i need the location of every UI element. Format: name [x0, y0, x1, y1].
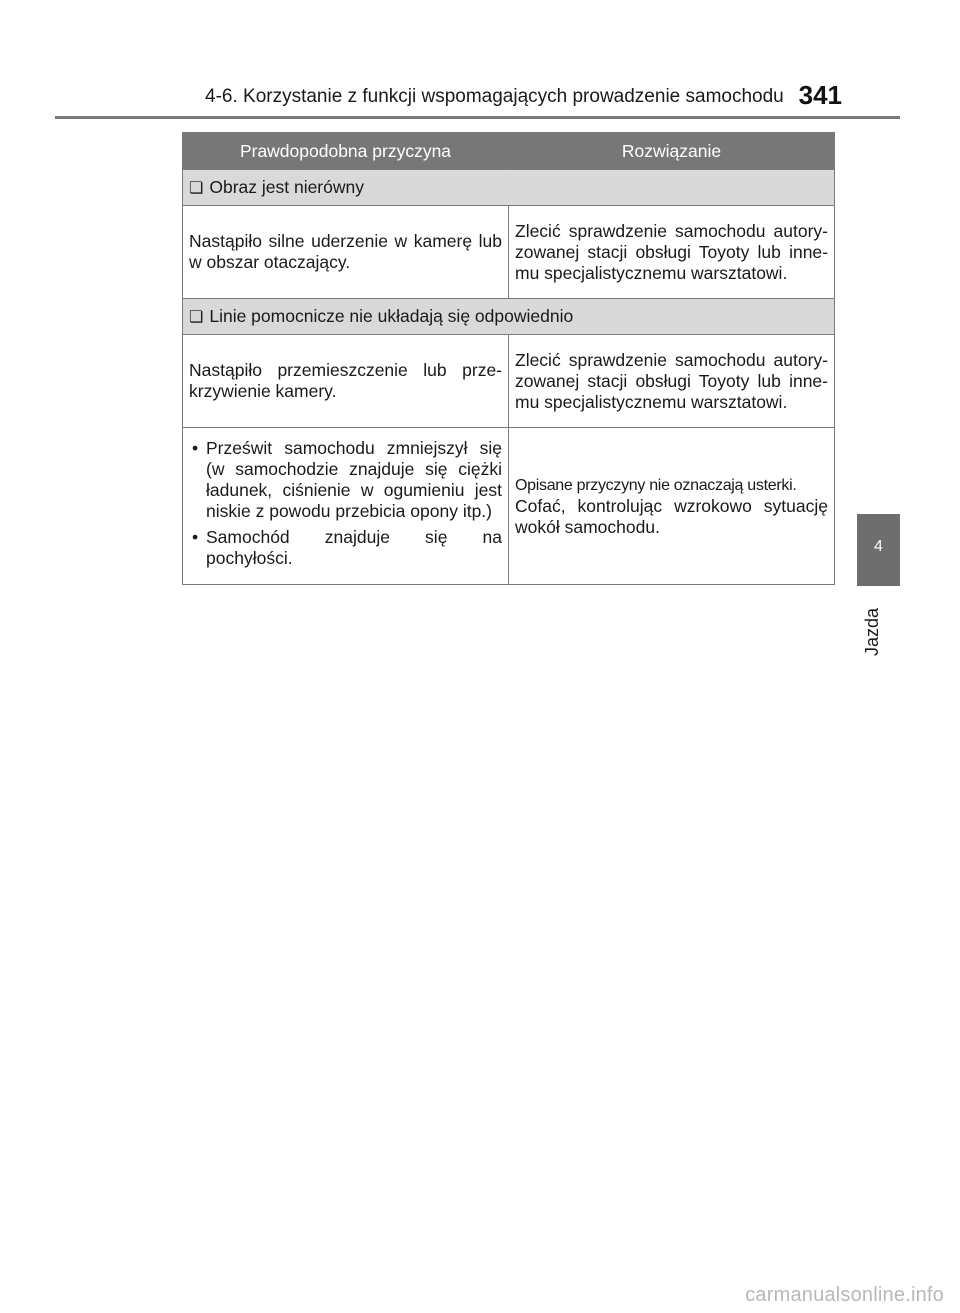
solution-cell: Zlecić sprawdzenie samochodu autory-zowanej stacji obsługi Toyoty lub inne-mu specjalistycznemu warsztatowi. [509, 206, 835, 299]
solution-note: Opisane przyczyny nie oznaczają usterki. [515, 476, 797, 494]
cause-cell [183, 428, 509, 585]
chapter-label: Jazda [862, 607, 882, 656]
section-title: 4-6. Korzystanie z funkcji wspomagających prowadzenie samochodu [205, 86, 784, 107]
page-number: 341 [798, 80, 842, 110]
solution-cell: Zlecić sprawdzenie samochodu autory-zowanej stacji obsługi Toyoty lub inne-mu specjalistycznemu warsztatowi. [509, 335, 835, 428]
page-header [55, 78, 900, 119]
table-header-row [183, 133, 835, 170]
chapter-number: 4 [874, 538, 883, 555]
group-row [183, 299, 835, 335]
column-header-cause: Prawdopodobna przyczyna [183, 133, 509, 170]
column-header-solution: Rozwiązanie [509, 133, 835, 170]
list-item: • Prześwit samochodu zmniejszył się (w samochodzie znajduje się ciężki ładunek, ciśnienie w ogumieniu jest niskie z powodu przebicia opony itp.) [189, 438, 502, 522]
checkbox-icon: ❏ [189, 179, 204, 197]
group-row [183, 170, 835, 206]
list-item: • Samochód znajduje się na pochyłości. [189, 527, 502, 569]
cause-cell: Nastąpiło przemieszczenie lub prze-krzywienie kamery. [183, 335, 509, 428]
cause-cell: Nastąpiło silne uderzenie w kamerę lub w obszar otaczający. [183, 206, 509, 299]
table-row [183, 428, 835, 585]
chapter-tab [857, 514, 900, 586]
solution-text: Cofać, kontrolując wzrokowo sytuację wokół samochodu. [515, 495, 828, 537]
group-title-cell [183, 299, 835, 335]
group-title: Obraz jest nierówny [209, 176, 364, 197]
watermark: carmanualsonline.info [745, 1284, 944, 1306]
cause-bullet-list [189, 438, 502, 569]
troubleshooting-table [182, 132, 835, 585]
checkbox-icon: ❏ [189, 308, 204, 326]
table-row [183, 206, 835, 299]
table-row [183, 335, 835, 428]
group-title-cell [183, 170, 835, 206]
group-title: Linie pomocnicze nie układają się odpowiednio [209, 305, 574, 326]
solution-cell [509, 428, 835, 585]
